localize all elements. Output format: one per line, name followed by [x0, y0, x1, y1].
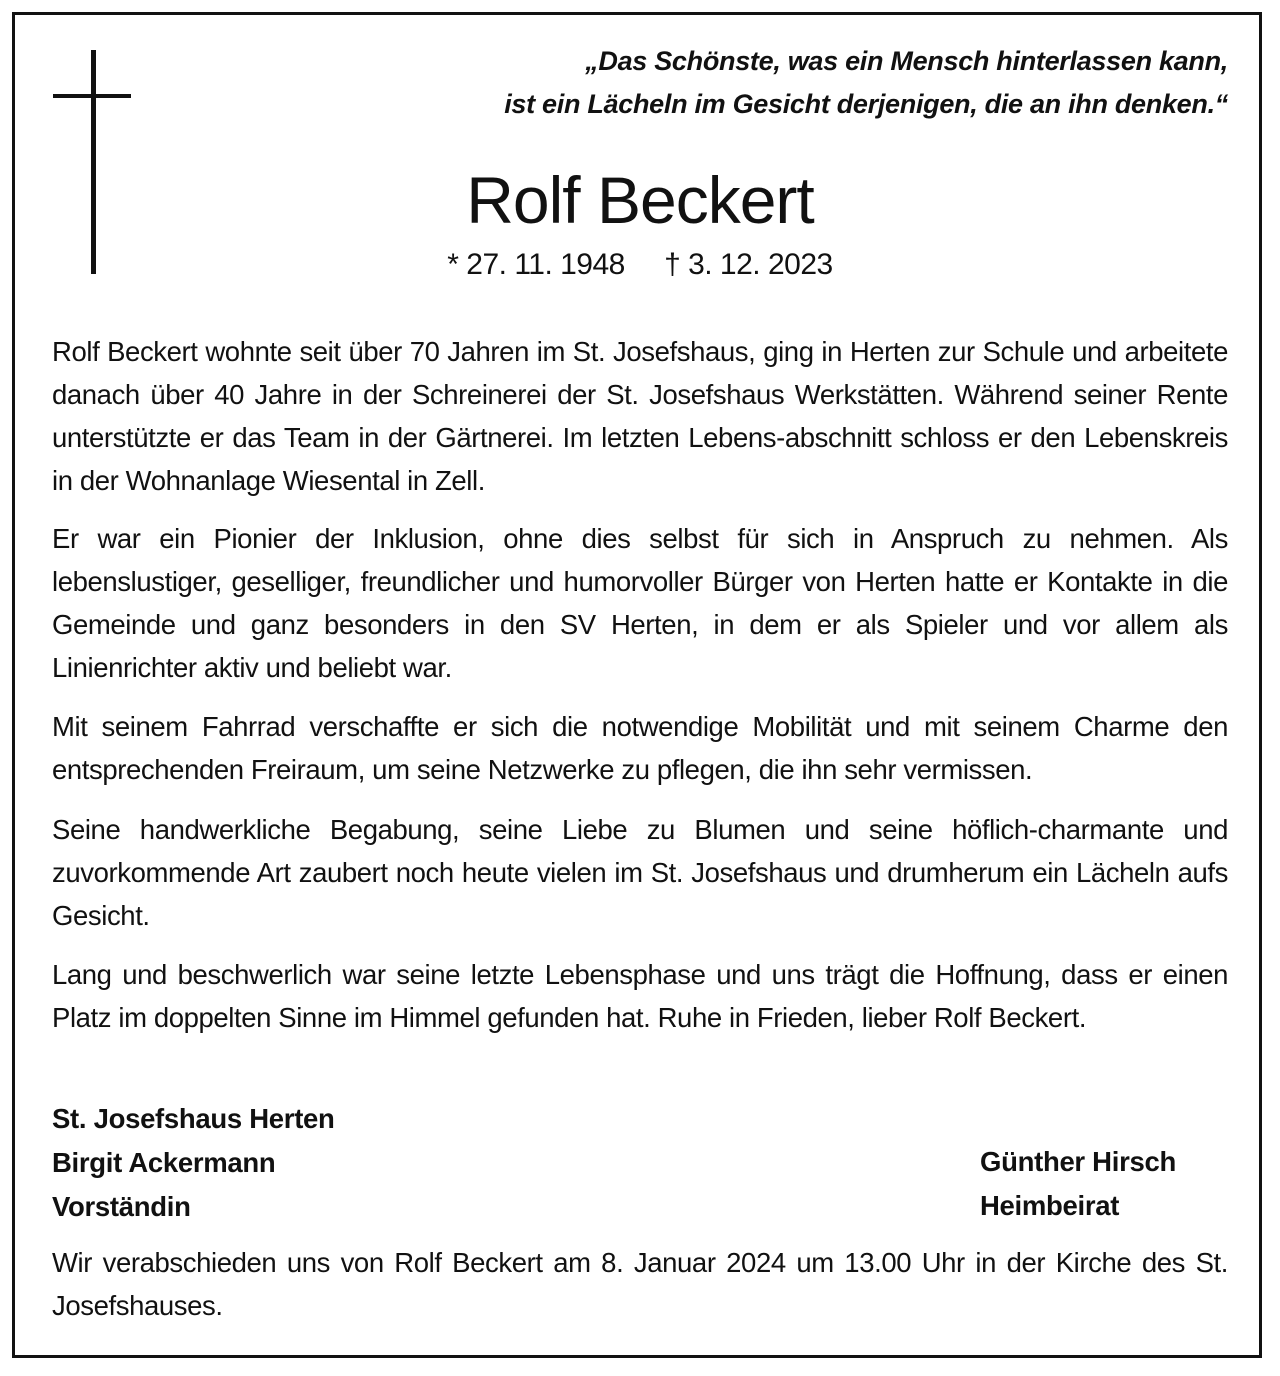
signature-right-name: Günther Hirsch	[980, 1146, 1176, 1177]
paragraph-text: Mit seinem Fahrrad verschaffte er sich die notwendige Mobilität und mit seinem Charme den entsprechenden Freiraum, um seine Netzwerke zu pflegen, die ihn sehr vermissen.	[52, 711, 1228, 785]
deceased-name: Rolf Beckert	[466, 163, 814, 237]
signature-left-name: Birgit Ackermann	[52, 1147, 276, 1178]
paragraph-text: Rolf Beckert wohnte seit über 70 Jahren im St. Josefshaus, ging in Herten zur Schule und arbeitete danach über 40 Jahre in der Schreinerei der St. Josefshaus Werkstätten. Während seiner Rente unterstützte er das Team in der Gärtnerei. Im letzten Lebens-abschnitt schloss er den Lebenskreis in der Wohnanlage Wiesental in Zell.	[52, 336, 1228, 496]
quote-line-2: ist ein Lächeln im Gesicht derjenigen, die an ihn denken.“	[504, 89, 1228, 119]
paragraph-text: Er war ein Pionier der Inklusion, ohne dies selbst für sich in Anspruch zu nehmen. Als lebenslustiger, geselliger, freundlicher und humorvoller Bürger von Herten hatte er Kontakte in die Gemeinde und ganz besonders in den SV Herten, in dem er als Spieler und vor allem als Linienrichter aktiv und beliebt war.	[52, 523, 1228, 683]
signature-organization: St. Josefshaus Herten	[52, 1103, 335, 1134]
paragraph-1	[52, 330, 1228, 502]
birth-date: * 27. 11. 1948	[447, 248, 625, 281]
signature-right	[980, 1140, 1176, 1228]
quote-line-1: „Das Schönste, was ein Mensch hinterlassen kann,	[585, 46, 1228, 76]
signature-right-role: Heimbeirat	[980, 1190, 1120, 1221]
cross-icon-horizontal-bar	[53, 94, 131, 98]
paragraph-2	[52, 517, 1228, 689]
paragraph-text: Seine handwerkliche Begabung, seine Liebe zu Blumen und seine höflich-charmante und zuvorkommende Art zaubert noch heute vielen im St. Josefshaus und drumherum ein Lächeln aufs Gesicht.	[52, 814, 1228, 931]
paragraph-3	[52, 705, 1228, 791]
signature-left-role: Vorständin	[52, 1191, 191, 1222]
farewell-announcement: Wir verabschieden uns von Rolf Beckert am 8. Januar 2024 um 13.00 Uhr in der Kirche des St. Josefshauses.	[52, 1247, 1228, 1321]
paragraph-5	[52, 953, 1228, 1039]
death-date: † 3. 12. 2023	[664, 248, 833, 281]
life-dates	[0, 245, 1280, 285]
signature-left	[52, 1097, 335, 1229]
paragraph-text: Lang und beschwerlich war seine letzte Lebensphase und uns trägt die Hoffnung, dass er einen Platz im doppelten Sinne im Himmel gefunden hat. Ruhe in Frieden, lieber Rolf Beckert.	[52, 959, 1228, 1033]
paragraph-4	[52, 808, 1228, 937]
quote	[428, 40, 1228, 126]
